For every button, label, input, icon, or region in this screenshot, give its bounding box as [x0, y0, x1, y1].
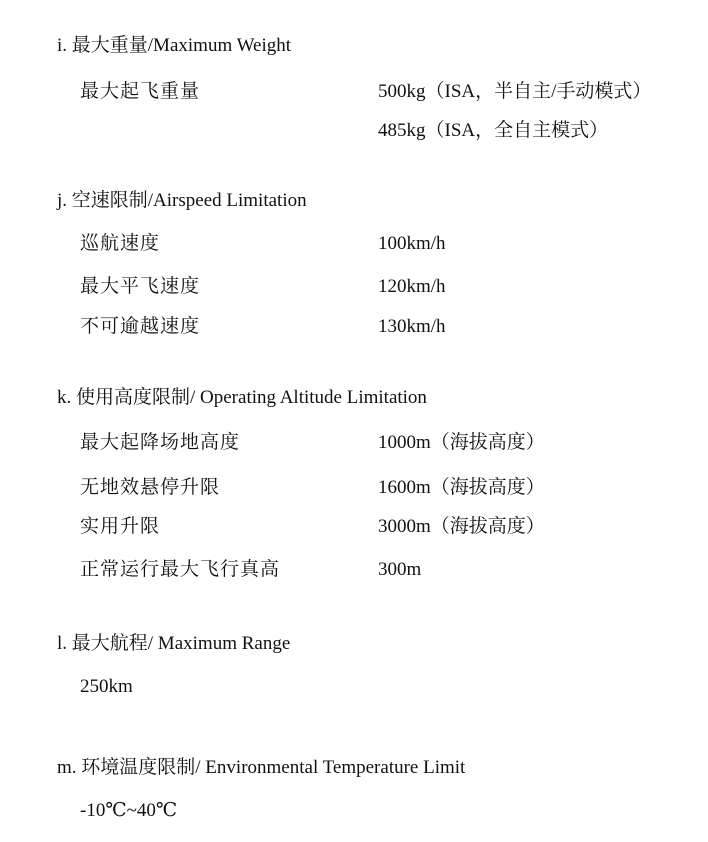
row-label: 正常运行最大飞行真高 — [80, 559, 281, 580]
row-label: 不可逾越速度 — [80, 316, 201, 337]
row-label: 巡航速度 — [80, 233, 161, 254]
section-heading: m. 环境温度限制/ Environmental Temperature Limit — [57, 757, 466, 778]
section-heading: i. 最大重量/Maximum Weight — [57, 35, 292, 56]
row-value: 300m — [378, 559, 422, 580]
row-value: 100km/h — [378, 233, 446, 254]
section-heading: k. 使用高度限制/ Operating Altitude Limitation — [57, 387, 427, 408]
row-label: 最大起飞重量 — [80, 81, 201, 102]
row-value: 3000m（海拔高度） — [378, 516, 545, 537]
section-heading: l. 最大航程/ Maximum Range — [57, 633, 291, 654]
row-value: 120km/h — [378, 276, 446, 297]
range-value: 250km — [80, 676, 133, 697]
row-value: 500kg（ISA，半自主/手动模式） — [378, 81, 652, 102]
row-label: 最大平飞速度 — [80, 276, 201, 297]
row-value: 1000m（海拔高度） — [378, 432, 545, 453]
temperature-value: -10℃~40℃ — [80, 800, 178, 821]
row-label: 实用升限 — [80, 516, 161, 537]
row-value: 485kg（ISA，全自主模式） — [378, 120, 609, 141]
row-value: 130km/h — [378, 316, 446, 337]
section-heading: j. 空速限制/Airspeed Limitation — [57, 190, 307, 211]
row-value: 1600m（海拔高度） — [378, 477, 545, 498]
row-label: 无地效悬停升限 — [80, 477, 221, 498]
row-label: 最大起降场地高度 — [80, 432, 241, 453]
